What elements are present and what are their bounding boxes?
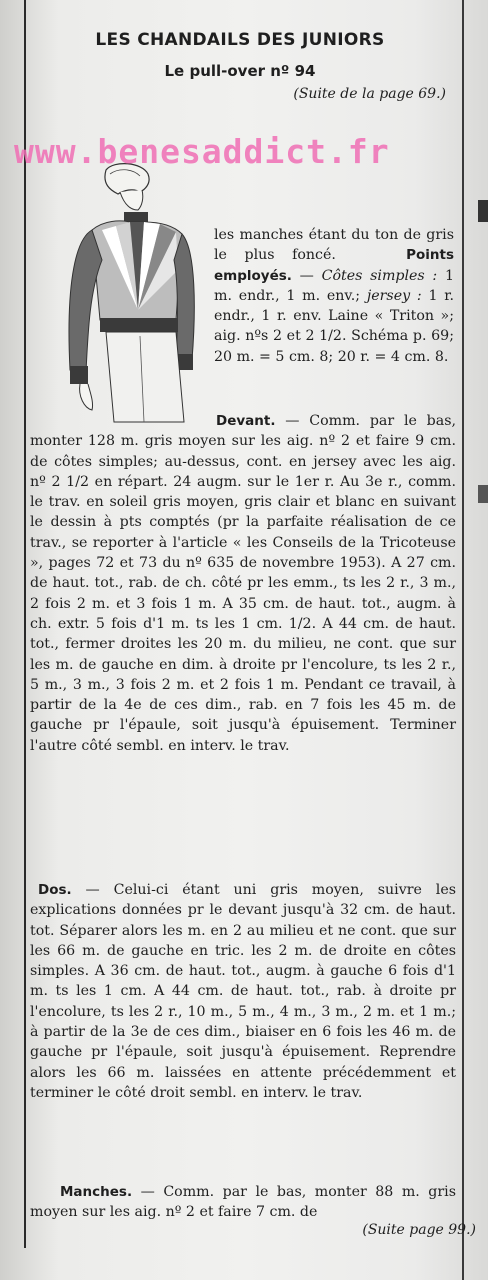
left-column-rule: [24, 0, 26, 1248]
devant-text: Comm. par le bas, monter 128 m. gris moyen sur les aig. nº 2 et faire 9 cm. de côtes simples; au-dessus, cont. en jersey avec les aig. nº 2 1/2 en répart. 24 augm. sur le 1er r. Au 3e r., comm. le trav. en soleil gris moyen, gris clair et blanc en suivant le dessin à pts comptés (pr la parfaite réalisation de ce trav., se reporter à l'article « les Conseils de la Tricoteuse », pages 72 et 73 du nº 635 de novembre 1953). A 27 cm. de haut. tot., rab. de ch. côté pr les emm., ts les 2 r., 3 m., 2 fois 2 m. et 3 fois 1 m. A 35 cm. de haut. tot., augm. à ch. extr. 5 fois d'1 m. ts les 1 cm. 1/2. A 44 cm. de haut. tot., fermer droites les 20 m. du milieu, ne cont. que sur les m. de gauche en dim. à droite pr l'encolure, ts les 2 r., 5 m., 3 m., 3 fois 2 m. et 2 fois 1 m. Pendant ce travail, à partir de la 4e de ces dim., rab. en 7 fois les 45 m. de gauche pr l'épaule, soit jusqu'à épuisement. Terminer l'autre côté sembl. en interv. le trav.: [30, 413, 457, 754]
jersey-label: jersey :: [366, 287, 422, 304]
intro-block: les manches étant du ton de gris le plus foncé. Points employés. — Côtes simples : 1 m. endr., 1 m. env.; jersey : 1 r. endr., 1 r. env. Laine « Triton »; aig. nºs 2 et 2 1/2. Schéma p. 69; 20 m. = 5 cm. 8; 20 r. = 4 cm. 8.: [214, 227, 455, 365]
continued-to-note: (Suite page 99.): [362, 1222, 476, 1238]
manches-heading: Manches.: [60, 1184, 133, 1200]
jersey-text: 1 r. endr., 1 r. env. Laine « Triton »; aig. nºs 2 et 2 1/2. Schéma p. 69; 20 m. = 5 cm. 8; 20 r. = 4 cm. 8.: [214, 287, 454, 365]
manches-text: Comm. par le bas, monter 88 m. gris moyen sur les aig. nº 2 et faire 7 cm. de: [30, 1184, 456, 1221]
sweater-illustration: [44, 160, 214, 425]
continued-from-note: (Suite de la page 69.): [293, 86, 446, 102]
edge-mark: [478, 485, 488, 503]
devant-section: Devant. — Comm. par le bas, monter 128 m. gris moyen sur les aig. nº 2 et faire 9 cm. de côtes simples; au-dessus, cont. en jersey avec les aig. nº 2 1/2 en répart. 24 augm. sur le 1er r. Au 3e r., comm. le trav. en soleil gris moyen, gris clair et blanc en suivant le dessin à pts comptés (pr la parfaite réalisation de ce trav., se reporter à l'article « les Conseils de la Tricoteuse », pages 72 et 73 du nº 635 de novembre 1953). A 27 cm. de haut. tot., rab. de ch. côté pr les emm., ts les 2 r., 3 m., 2 fois 2 m. et 3 fois 1 m. A 35 cm. de haut. tot., augm. à ch. extr. 5 fois d'1 m. ts les 1 cm. 1/2. A 44 cm. de haut. tot., fermer droites les 20 m. du milieu, ne cont. que sur les m. de gauche en dim. à droite pr l'encolure, ts les 2 r., 5 m., 3 m., 3 fois 2 m. et 2 fois 1 m. Pendant ce travail, à partir de la 4e de ces dim., rab. en 7 fois les 45 m. de gauche pr l'épaule, soit jusqu'à épuisement. Terminer l'autre côté sembl. en interv. le trav.: [30, 413, 457, 754]
pattern-subtitle: Le pull-over nº 94: [164, 62, 316, 80]
devant-heading: Devant.: [216, 413, 276, 429]
dos-text: Celui-ci étant uni gris moyen, suivre les explications données pr le devant jusqu'à 32 cm. de haut. tot. Séparer alors les m. en 2 au milieu et ne cont. que sur les 66 m. de gauche en tric. les 2 m. de droite en côtes simples. A 36 cm. de haut. tot., augm. à gauche 6 fois d'1 m. ts les 1 cm. A 44 cm. de haut. tot., rab. à droite pr l'encolure, ts les 2 r., 10 m., 5 m., 4 m., 3 m., 2 m. et 1 m.; à partir de la 3e de ces dim., biaiser en 6 fois les 46 m. de gauche pr l'épaule, soit jusqu'à épuisement. Reprendre alors les 66 m. laissées en attente précédemment et terminer le côté droit sembl. en interv. le trav.: [30, 882, 456, 1101]
dos-heading: Dos.: [38, 882, 72, 898]
watermark-url: www.benesaddict.fr: [14, 132, 390, 171]
right-column-rule: [462, 0, 464, 1280]
points-heading: Points employés.: [214, 247, 455, 284]
manches-section: Manches. — Comm. par le bas, monter 88 m. gris moyen sur les aig. nº 2 et faire 7 cm. de: [30, 1184, 456, 1221]
edge-mark: [478, 200, 488, 222]
dos-section: Dos. — Celui-ci étant uni gris moyen, suivre les explications données pr le devant jusqu'à 32 cm. de haut. tot. Séparer alors les m. en 2 au milieu et ne cont. que sur les 66 m. de gauche en tric. les 2 m. de droite en côtes simples. A 36 cm. de haut. tot., augm. à gauche 6 fois d'1 m. ts les 1 cm. A 44 cm. de haut. tot., rab. à droite pr l'encolure, ts les 2 r., 10 m., 5 m., 4 m., 3 m., 2 m. et 1 m.; à partir de la 3e de ces dim., biaiser en 6 fois les 46 m. de gauche pr l'épaule, soit jusqu'à épuisement. Reprendre alors les 66 m. laissées en attente précédemment et terminer le côté droit sembl. en interv. le trav.: [30, 882, 456, 1101]
page-title: LES CHANDAILS DES JUNIORS: [95, 30, 385, 50]
intro-text: les manches étant du ton de gris le plus foncé.: [214, 227, 454, 264]
cotes-text: 1 m. endr., 1 m. env.;: [214, 267, 454, 304]
cotes-label: Côtes simples :: [321, 267, 438, 284]
